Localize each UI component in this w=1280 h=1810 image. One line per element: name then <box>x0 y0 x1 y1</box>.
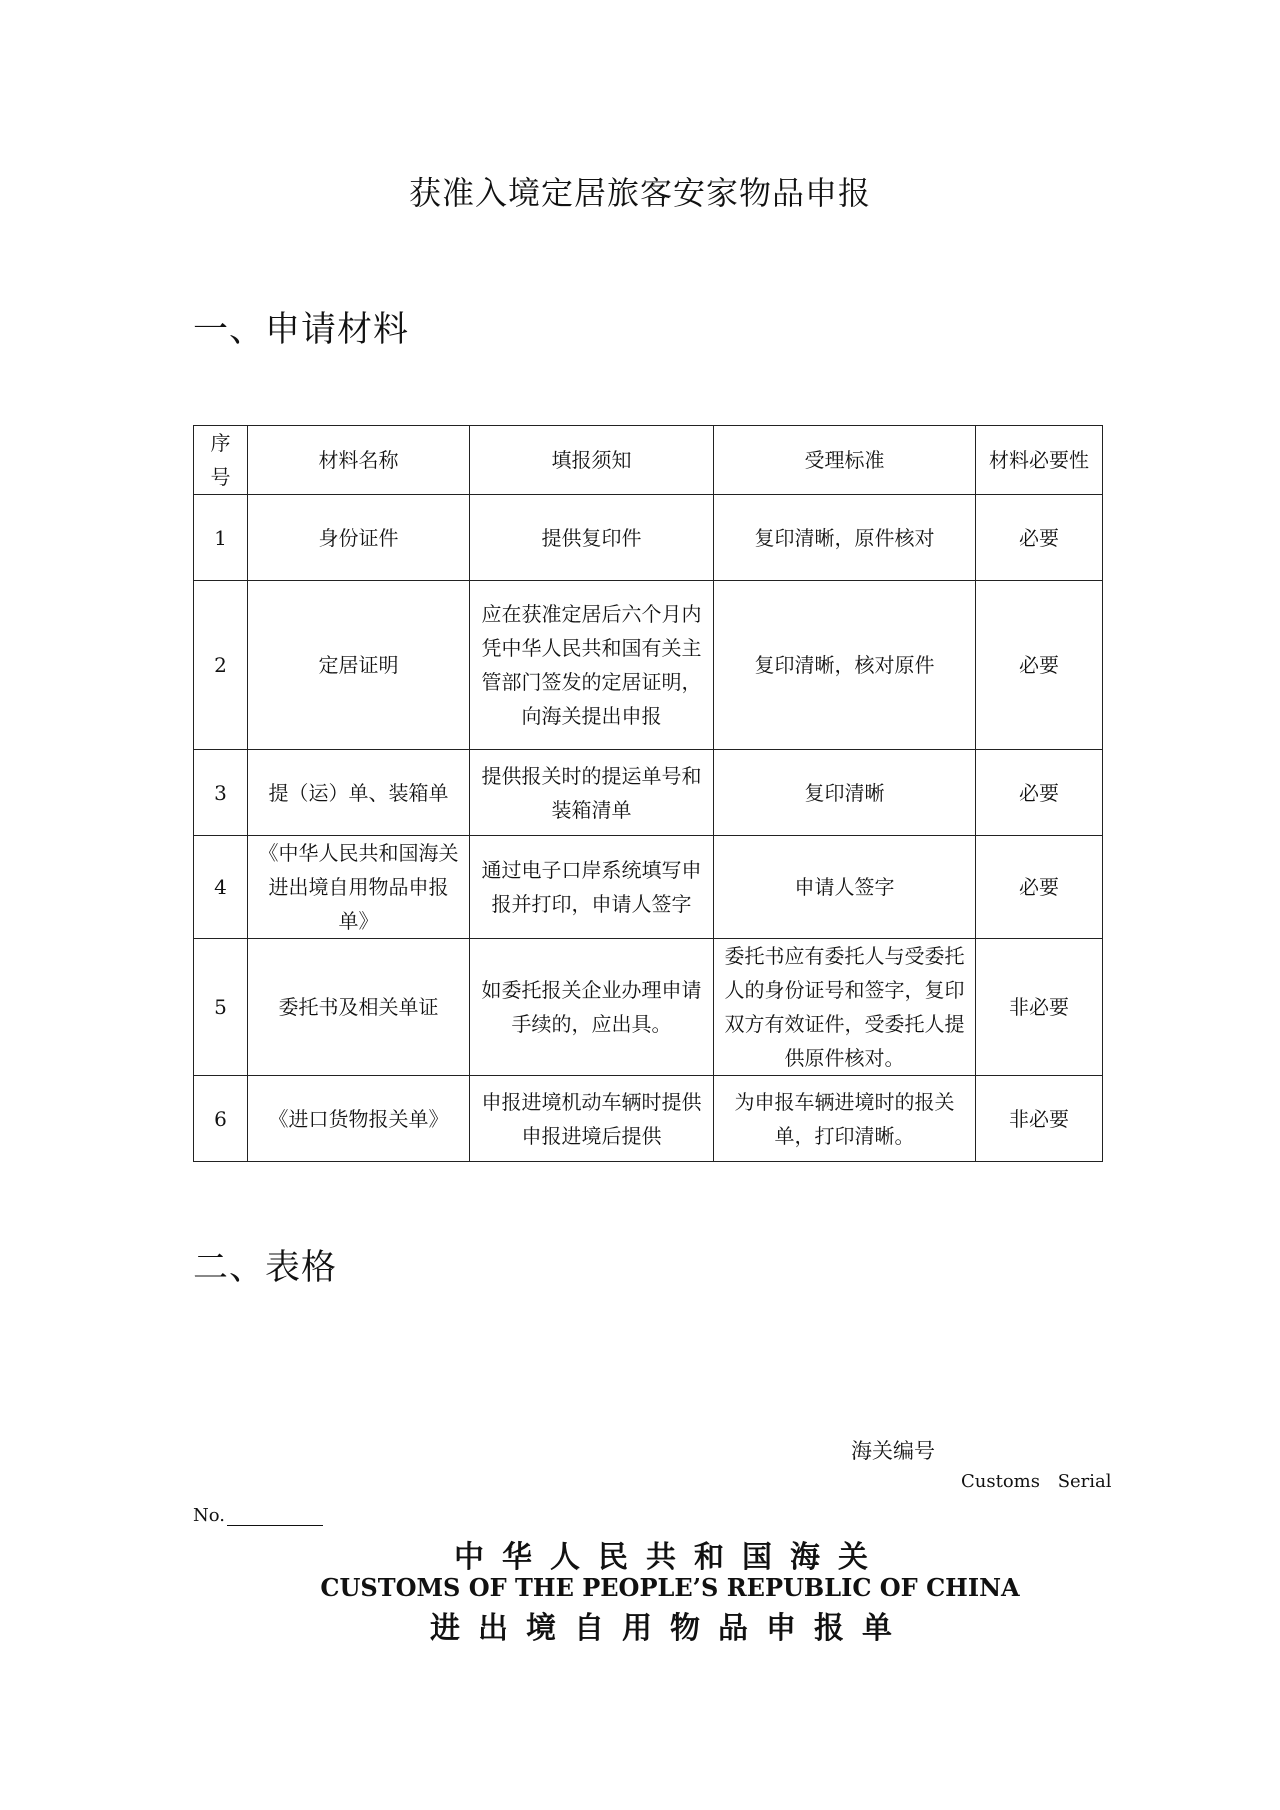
cell-no: 2 <box>194 581 248 750</box>
table-row <box>194 495 1103 581</box>
cell-no: 5 <box>194 939 248 1076</box>
table-header-row <box>194 426 1103 495</box>
cell-required: 非必要 <box>976 939 1103 1076</box>
table-row <box>194 836 1103 939</box>
cell-required: 必要 <box>976 581 1103 750</box>
cell-name: 《中华人民共和国海关进出境自用物品申报单》 <box>248 836 470 939</box>
cell-no: 3 <box>194 750 248 836</box>
header-no: 序号 <box>194 426 248 495</box>
table-row <box>194 750 1103 836</box>
cell-note: 提供复印件 <box>470 495 714 581</box>
cell-note: 通过电子口岸系统填写申报并打印，申请人签字 <box>470 836 714 939</box>
materials-table <box>193 425 1103 1162</box>
cell-required: 非必要 <box>976 1076 1103 1162</box>
cell-required: 必要 <box>976 495 1103 581</box>
table-row <box>194 1076 1103 1162</box>
section-heading-forms: 二、表格 <box>193 1248 338 1288</box>
cell-standard: 复印清晰，原件核对 <box>714 495 976 581</box>
form-title-en: CUSTOMS OF THE PEOPLE’S REPUBLIC OF CHINA <box>320 1573 1020 1602</box>
form-subtitle-cn: 进出境自用物品申报单 <box>430 1611 910 1646</box>
form-number-label: No. <box>193 1505 225 1526</box>
cell-standard: 为申报车辆进境时的报关单，打印清晰。 <box>714 1076 976 1162</box>
cell-note: 应在获准定居后六个月内凭中华人民共和国有关主管部门签发的定居证明，向海关提出申报 <box>470 581 714 750</box>
section-heading-materials: 一、申请材料 <box>193 310 410 350</box>
form-number-blank <box>227 1507 323 1526</box>
cell-name: 提（运）单、装箱单 <box>248 750 470 836</box>
header-standard: 受理标准 <box>714 426 976 495</box>
cell-name: 委托书及相关单证 <box>248 939 470 1076</box>
cell-standard: 委托书应有委托人与受委托人的身份证号和签字，复印双方有效证件，受委托人提供原件核对。 <box>714 939 976 1076</box>
header-name: 材料名称 <box>248 426 470 495</box>
table-row <box>194 939 1103 1076</box>
cell-no: 6 <box>194 1076 248 1162</box>
customs-serial-label-cn: 海关编号 <box>851 1439 935 1463</box>
cell-name: 定居证明 <box>248 581 470 750</box>
cell-standard: 复印清晰 <box>714 750 976 836</box>
header-note: 填报须知 <box>470 426 714 495</box>
cell-note: 提供报关时的提运单号和装箱清单 <box>470 750 714 836</box>
table-row <box>194 581 1103 750</box>
header-required: 材料必要性 <box>976 426 1103 495</box>
cell-name: 《进口货物报关单》 <box>248 1076 470 1162</box>
cell-standard: 申请人签字 <box>714 836 976 939</box>
cell-standard: 复印清晰，核对原件 <box>714 581 976 750</box>
form-number <box>193 1505 323 1526</box>
document-title: 获准入境定居旅客安家物品申报 <box>408 174 871 212</box>
cell-no: 4 <box>194 836 248 939</box>
cell-note: 如委托报关企业办理申请手续的，应出具。 <box>470 939 714 1076</box>
form-title-cn: 中华人民共和国海关 <box>454 1540 886 1575</box>
cell-name: 身份证件 <box>248 495 470 581</box>
customs-serial-label-en: Customs Serial <box>961 1471 1112 1492</box>
cell-note: 申报进境机动车辆时提供 申报进境后提供 <box>470 1076 714 1162</box>
cell-required: 必要 <box>976 836 1103 939</box>
cell-no: 1 <box>194 495 248 581</box>
cell-required: 必要 <box>976 750 1103 836</box>
